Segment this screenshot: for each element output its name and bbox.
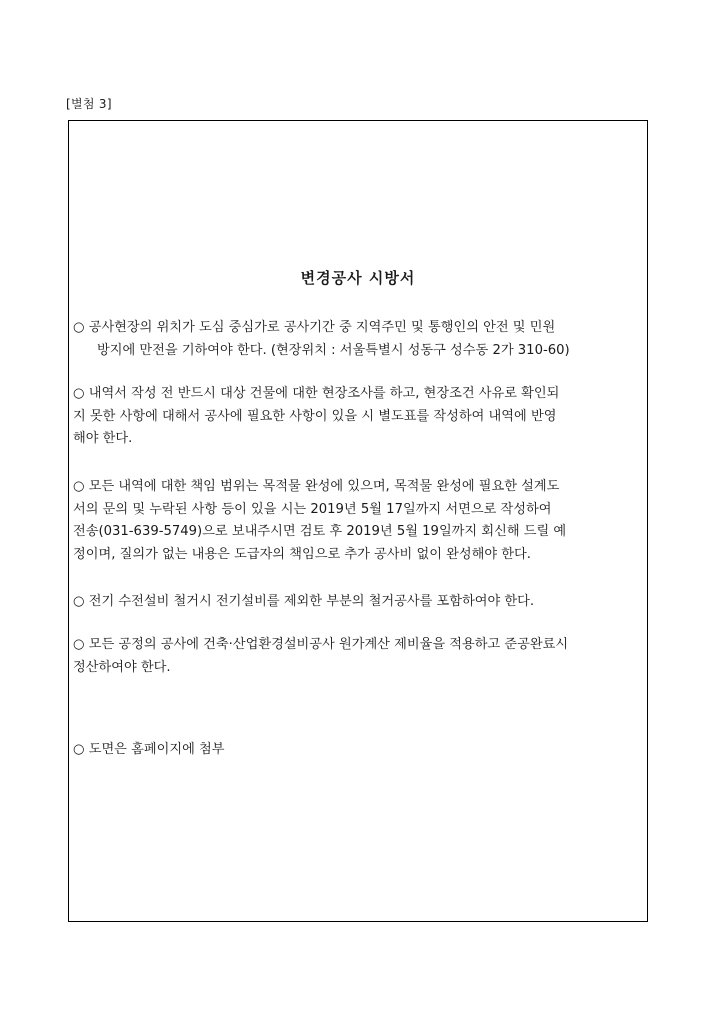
text-line: ○ 모든 공정의 공사에 건축·산업환경설비공사 원가계산 제비율을 적용하고 준공완료시 <box>73 637 569 652</box>
text-line: 전송(031-639-5749)으로 보내주시면 검토 후 2019년 5월 19일까지 회신해 드릴 예 <box>73 524 567 539</box>
document-title: 변경공사 시방서 <box>300 269 416 287</box>
text-line: ○ 내역서 작성 전 반드시 대상 건물에 대한 현장조사를 하고, 현장조건 사유로 확인되 <box>73 386 560 401</box>
text-line: 정이며, 질의가 없는 내용은 도급자의 책임으로 추가 공사비 없이 완성해야 한다. <box>73 546 531 562</box>
specification-item <box>73 383 641 451</box>
specification-item <box>73 591 641 614</box>
text-line: 방지에 만전을 기하여야 한다. (현장위치 : 서울특별시 성동구 성수동 2가 310-60) <box>97 342 570 358</box>
text-line: ○ 전기 수전설비 철거시 전기설비를 제외한 부분의 철거공사를 포함하여야 한다. <box>73 594 535 609</box>
text-line: 정산하여야 한다. <box>73 659 171 675</box>
text-line: ○ 공사현장의 위치가 도심 중심가로 공사기간 중 지역주민 및 통행인의 안전 및 민원 <box>73 320 556 335</box>
specification-item <box>73 476 641 566</box>
specification-item <box>73 739 641 762</box>
text-line: 지 못한 사항에 대해서 공사에 필요한 사항이 있을 시 별도표를 작성하여 내역에 반영 <box>73 408 557 424</box>
text-line: ○ 모든 내역에 대한 책임 범위는 목적물 완성에 있으며, 목적물 완성에 필요한 설계도 <box>73 479 560 494</box>
attachment-label: [별첨 3] <box>66 97 112 111</box>
text-line: ○ 도면은 홈페이지에 첨부 <box>73 742 225 757</box>
specification-item <box>73 317 641 362</box>
text-line: 해야 한다. <box>73 431 133 446</box>
document-frame <box>68 120 648 922</box>
specification-item <box>73 634 641 679</box>
text-line: 서의 문의 및 누락된 사항 등이 있을 시는 2019년 5월 17일까지 서면으로 작성하여 <box>73 501 552 517</box>
